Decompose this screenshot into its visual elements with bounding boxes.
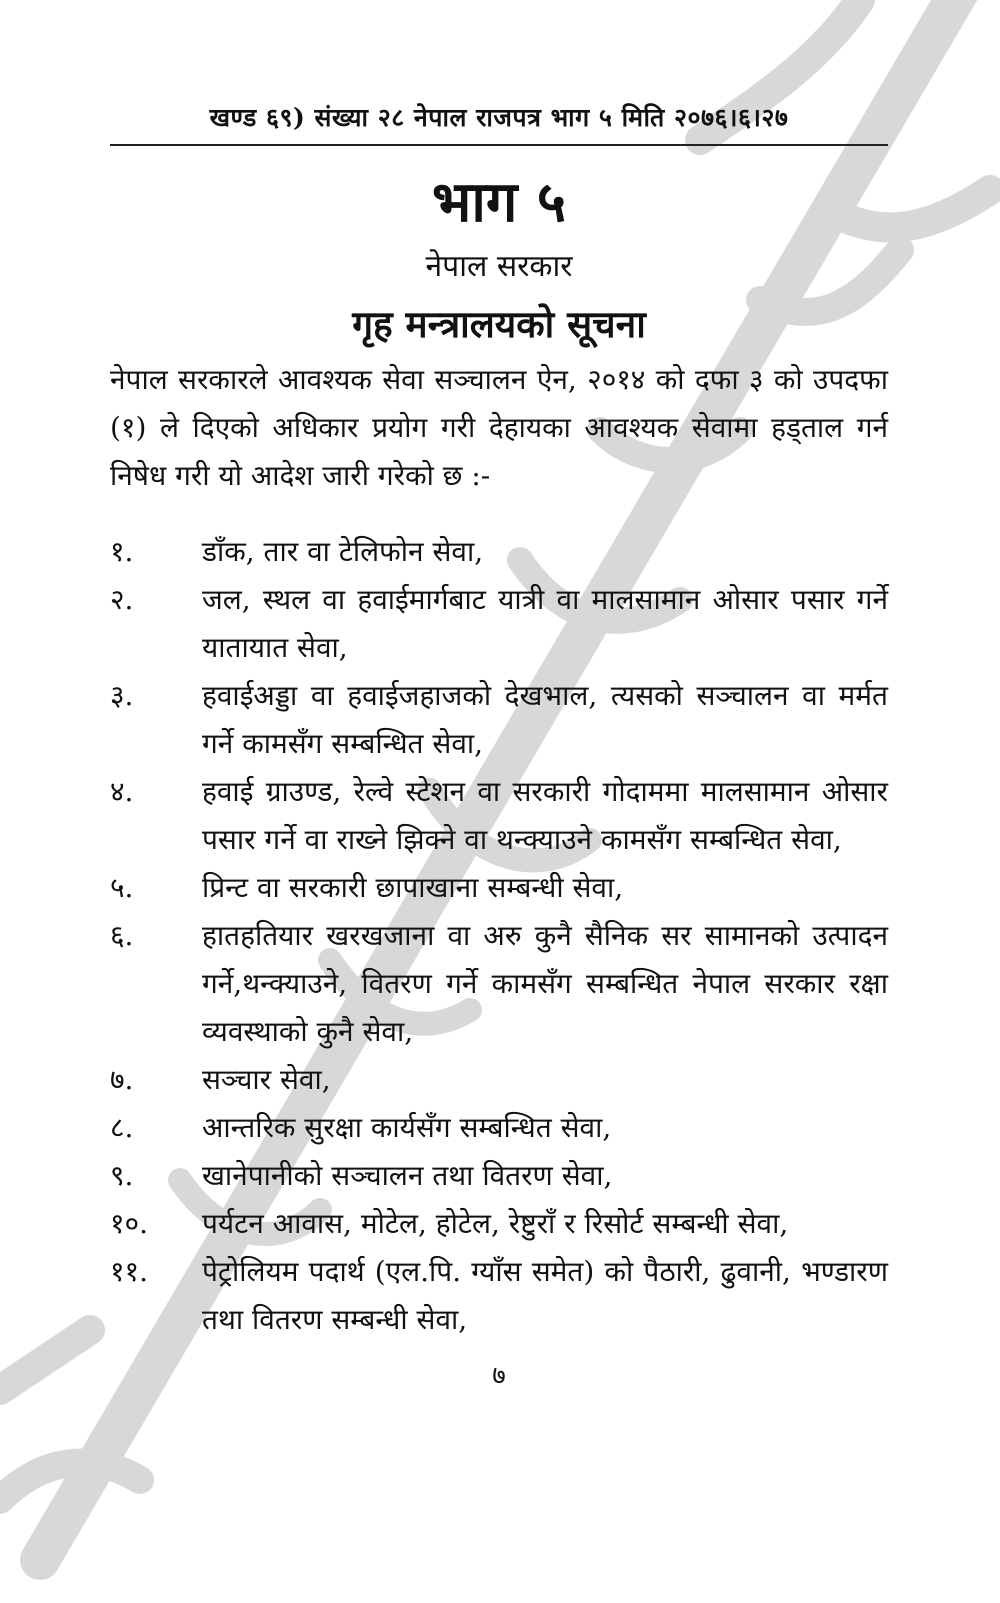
- list-item-number: ११.: [110, 1254, 149, 1288]
- list-item-text: डाँक, तार वा टेलिफोन सेवा,: [202, 534, 484, 568]
- list-item-number: ७.: [110, 1062, 134, 1096]
- list-item: [110, 1056, 888, 1104]
- government-title: नेपाल सरकार: [425, 248, 573, 284]
- gazette-page: [110, 100, 888, 1392]
- essential-services-list: [110, 528, 888, 1344]
- list-item: [110, 768, 888, 864]
- list-item: [110, 672, 888, 768]
- list-item-text: आन्तरिक सुरक्षा कार्यसँग सम्बन्धित सेवा,: [202, 1110, 612, 1144]
- running-head: खण्ड ६९) संख्या २८ नेपाल राजपत्र भाग ५ मिति २०७६।६।२७: [110, 100, 888, 146]
- list-item-number: १.: [110, 534, 134, 568]
- list-item-number: ५.: [110, 870, 134, 904]
- list-item: [110, 528, 888, 576]
- list-item-text: सञ्चार सेवा,: [202, 1062, 331, 1096]
- list-item-text: प्रिन्ट वा सरकारी छापाखाना सम्बन्धी सेवा,: [202, 870, 624, 904]
- list-item: [110, 1200, 888, 1248]
- list-item-number: ४.: [110, 774, 134, 808]
- list-item-number: ३.: [110, 678, 134, 712]
- list-item-text: हातहतियार खरखजाना वा अरु कुनै सैनिक सर सामानको उत्पादन गर्ने,थन्क्याउने, वितरण गर्ने कामसँग सम्बन्धित नेपाल सरकार रक्षा व्यवस्थाको कुनै सेवा,: [202, 918, 888, 1048]
- list-item-text: खानेपानीको सञ्चालन तथा वितरण सेवा,: [202, 1158, 613, 1192]
- list-item-text: जल, स्थल वा हवाईमार्गबाट यात्री वा मालसामान ओसार पसार गर्ने यातायात सेवा,: [202, 582, 888, 664]
- list-item-number: २.: [110, 582, 134, 616]
- list-item-number: ६.: [110, 918, 134, 952]
- list-item: [110, 1104, 888, 1152]
- list-item-text: पर्यटन आवास, मोटेल, होटेल, रेष्टुराँ र रिसोर्ट सम्बन्धी सेवा,: [202, 1206, 789, 1240]
- list-item: [110, 864, 888, 912]
- list-item: [110, 912, 888, 1056]
- list-item-text: पेट्रोलियम पदार्थ (एल.पि. ग्याँस समेत) को पैठारी, ढुवानी, भण्डारण तथा वितरण सम्बन्धी सेवा,: [202, 1254, 888, 1336]
- list-item-text: हवाईअड्डा वा हवाईजहाजको देखभाल, त्यसको सञ्चालन वा मर्मत गर्ने कामसँग सम्बन्धित सेवा,: [202, 678, 888, 760]
- list-item-number: ८.: [110, 1110, 134, 1144]
- page-number: ७: [492, 1360, 506, 1391]
- list-item: [110, 1248, 888, 1344]
- list-item-number: १०.: [110, 1206, 149, 1240]
- part-title: भाग ५: [431, 169, 567, 235]
- notice-title: गृह मन्त्रालयको सूचना: [352, 301, 646, 346]
- intro-paragraph: नेपाल सरकारले आवश्यक सेवा सञ्चालन ऐन, २०१४ को दफा ३ को उपदफा (१) ले दिएको अधिकार प्रयोग गरी देहायका आवश्यक सेवामा हड्ताल गर्न निषेध गरी यो आदेश जारी गरेको छ :-: [110, 362, 888, 492]
- list-item-text: हवाई ग्राउण्ड, रेल्वे स्टेशन वा सरकारी गोदाममा मालसामान ओसार पसार गर्ने वा राख्ने झिक्ने वा थन्क्याउने कामसँग सम्बन्धित सेवा,: [202, 774, 888, 856]
- list-item: [110, 576, 888, 672]
- list-item: [110, 1152, 888, 1200]
- list-item-number: ९.: [110, 1158, 134, 1192]
